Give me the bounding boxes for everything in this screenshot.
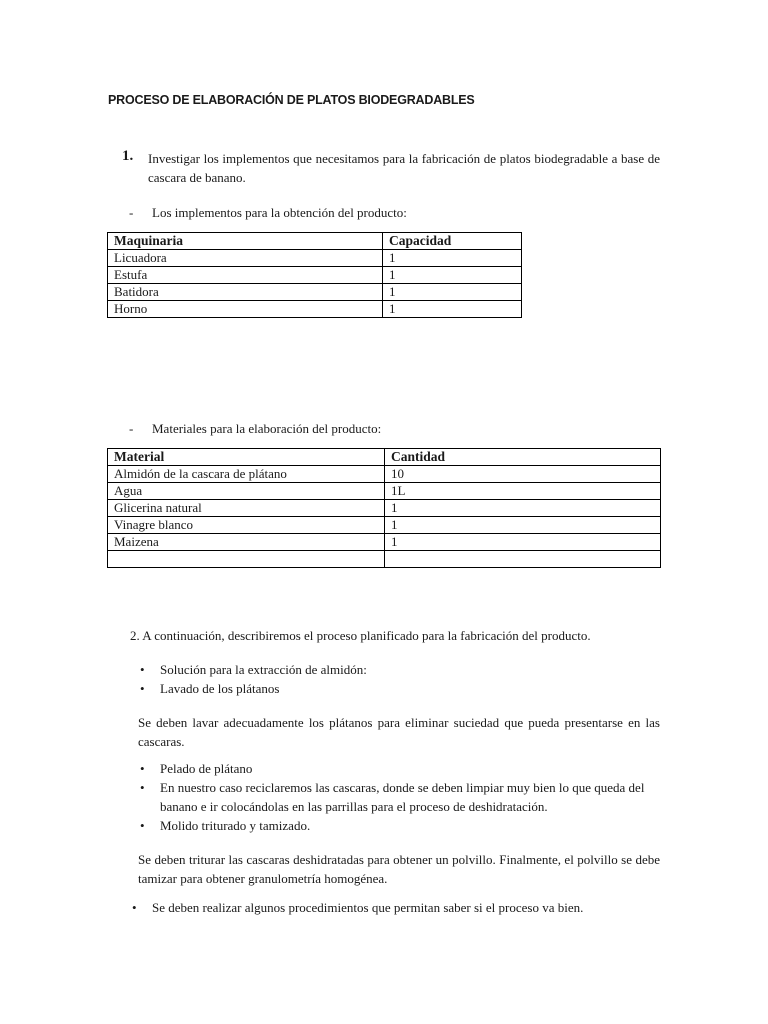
- list-item: [140, 679, 660, 698]
- table-row: [108, 534, 661, 551]
- list-item-text: Molido triturado y tamizado.: [160, 818, 311, 833]
- table-row: [108, 301, 522, 318]
- table-cell: 1: [383, 284, 522, 301]
- list-item: [132, 898, 662, 917]
- table-cell: 1: [383, 301, 522, 318]
- washing-paragraph: Se deben lavar adecuadamente los plátanos para eliminar suciedad que pueda presentarse en las cascaras.: [138, 715, 660, 749]
- table-cell: 1: [385, 500, 661, 517]
- table-header-cell: Material: [108, 449, 385, 466]
- table-cell: 1: [383, 267, 522, 284]
- bullet-icon: •: [140, 662, 145, 677]
- table-cell: Glicerina natural: [108, 500, 385, 517]
- table-row: [108, 267, 522, 284]
- table-cell: [385, 551, 661, 568]
- materials-intro-text: Materiales para la elaboración del producto:: [152, 421, 382, 436]
- list-item: [140, 778, 660, 816]
- table-header-cell: Capacidad: [383, 233, 522, 250]
- table-cell: 1L: [385, 483, 661, 500]
- materials-dash: -: [129, 421, 134, 436]
- table-cell: Estufa: [108, 267, 383, 284]
- list-item: [140, 759, 660, 778]
- table-row: [108, 466, 661, 483]
- table-row: [108, 517, 661, 534]
- bullet-list: [132, 898, 662, 917]
- bullet-icon: •: [132, 900, 137, 915]
- table-cell: 1: [385, 534, 661, 551]
- list-item-text: Lavado de los plátanos: [160, 681, 280, 696]
- bullet-icon: •: [140, 818, 145, 833]
- list-item-text: En nuestro caso reciclaremos las cascaras, donde se deben limpiar muy bien lo que queda del banano e ir colocándolas en las parrillas para el proceso de deshidratación.: [160, 780, 645, 814]
- table-header-cell: Cantidad: [385, 449, 661, 466]
- table-cell: Licuadora: [108, 250, 383, 267]
- table-cell: Maizena: [108, 534, 385, 551]
- table-cell: [108, 551, 385, 568]
- implements-intro-text: Los implementos para la obtención del producto:: [152, 205, 407, 220]
- materials-table: [107, 448, 661, 568]
- table-row: [108, 250, 522, 267]
- machinery-table: [107, 232, 522, 318]
- bullet-list: [140, 660, 660, 698]
- bullet-icon: •: [140, 761, 145, 776]
- table-cell: 1: [385, 517, 661, 534]
- list-item: [140, 660, 660, 679]
- section-2-text: 2. A continuación, describiremos el proceso planificado para la fabricación del producto.: [130, 628, 591, 643]
- table-header-row: [108, 449, 661, 466]
- table-header-cell: Maquinaria: [108, 233, 383, 250]
- table-cell: Horno: [108, 301, 383, 318]
- table-header-row: [108, 233, 522, 250]
- list-item: [140, 816, 660, 835]
- table-cell: Almidón de la cascara de plátano: [108, 466, 385, 483]
- table-cell: 1: [383, 250, 522, 267]
- table-cell: Batidora: [108, 284, 383, 301]
- implements-dash: -: [129, 205, 134, 220]
- table-cell: Agua: [108, 483, 385, 500]
- bullet-list: [140, 759, 660, 835]
- table-row: [108, 284, 522, 301]
- table-cell: Vinagre blanco: [108, 517, 385, 534]
- bullet-icon: •: [140, 780, 145, 795]
- document-title: PROCESO DE ELABORACIÓN DE PLATOS BIODEGRADABLES: [108, 93, 475, 107]
- list-item-text: Solución para la extracción de almidón:: [160, 662, 367, 677]
- section-1-text: Investigar los implementos que necesitamos para la fabricación de platos biodegradable a base de cascara de banano.: [148, 151, 660, 185]
- bullet-icon: •: [140, 681, 145, 696]
- list-item-text: Pelado de plátano: [160, 761, 253, 776]
- table-cell: 10: [385, 466, 661, 483]
- list-item-text: Se deben realizar algunos procedimientos que permitan saber si el proceso va bien.: [152, 900, 584, 915]
- table-row: [108, 483, 661, 500]
- table-row: [108, 551, 661, 568]
- grinding-paragraph: Se deben triturar las cascaras deshidratadas para obtener un polvillo. Finalmente, el polvillo se debe tamizar para obtener granulometría homogénea.: [138, 852, 660, 886]
- table-row: [108, 500, 661, 517]
- section-1-number: 1.: [122, 148, 134, 164]
